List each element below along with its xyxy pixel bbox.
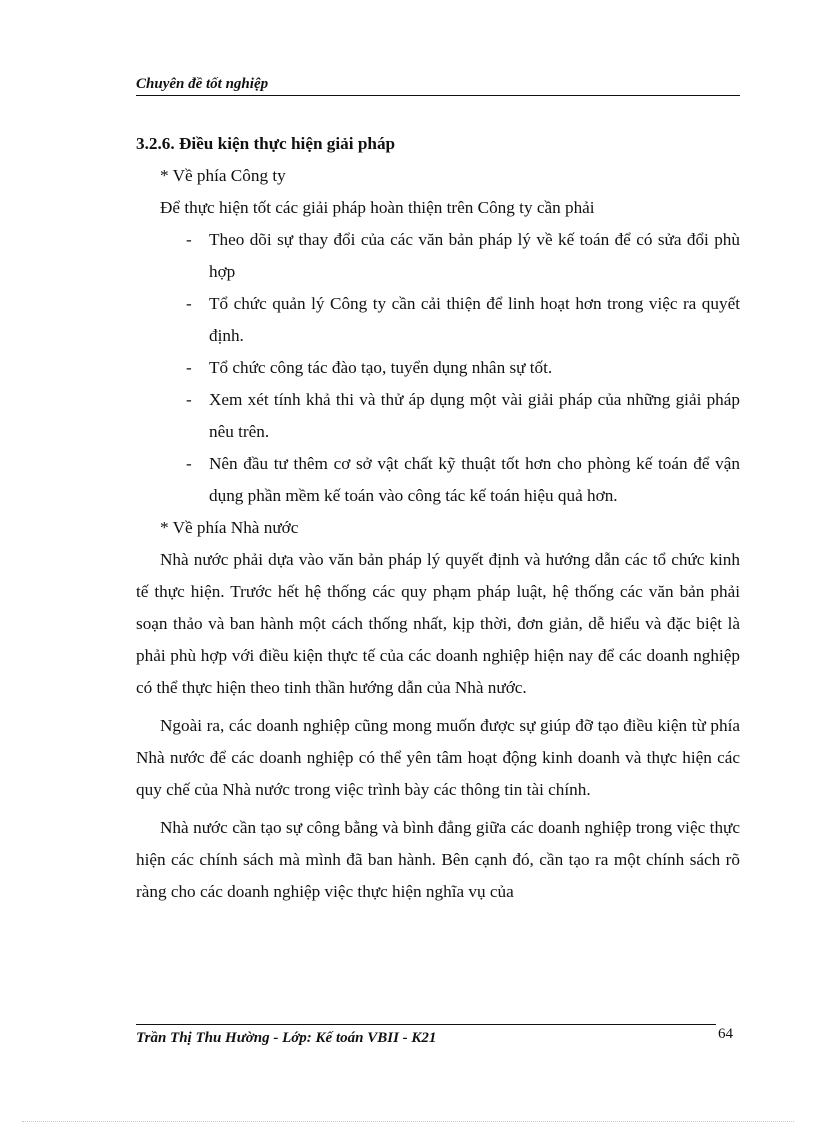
paragraph: Nhà nước phải dựa vào văn bản pháp lý quyết định và hướng dẫn các tổ chức kinh tế thực hiện. Trước hết hệ thống các quy phạm pháp luật, hệ thống các văn bản phải soạn thảo và ban hành một cách thống nhất, kịp thời, đơn giản, dễ hiểu và đặc biệt là phải phù hợp với điều kiện thực tế của các doanh nghiệp hiện nay để các doanh nghiệp có thể thực hiện theo tinh thần hướng dẫn của Nhà nước.	[136, 550, 740, 697]
page-content	[136, 128, 740, 908]
section-heading: 3.2.6. Điều kiện thực hiện giải pháp	[136, 134, 396, 153]
list-item	[186, 448, 740, 512]
footer-divider	[136, 1024, 716, 1025]
footer-author: Trần Thị Thu Hường - Lớp: Kế toán VBII - K21	[136, 1030, 437, 1046]
dash-bullet: -	[186, 454, 192, 473]
page-bottom-border	[22, 1121, 794, 1122]
header-divider	[136, 95, 740, 96]
page-number: 64	[718, 1026, 733, 1042]
dash-bullet: -	[186, 390, 192, 409]
list-item	[186, 288, 740, 352]
state-subheading: * Về phía Nhà nước	[160, 518, 299, 537]
dash-bullet: -	[186, 358, 192, 377]
dash-bullet: -	[186, 230, 192, 249]
dash-bullet: -	[186, 294, 192, 313]
paragraph: Nhà nước cần tạo sự công bằng và bình đẳng giữa các doanh nghiệp trong việc thực hiện các chính sách mà mình đã ban hành. Bên cạnh đó, cần tạo ra một chính sách rõ ràng cho các doanh nghiệp việc thực hiện nghĩa vụ của	[136, 818, 740, 901]
list-item	[186, 224, 740, 288]
company-conditions-list	[136, 224, 740, 512]
list-item	[186, 352, 740, 384]
company-intro: Để thực hiện tốt các giải pháp hoàn thiện trên Công ty cần phải	[160, 198, 595, 217]
paragraph: Ngoài ra, các doanh nghiệp cũng mong muốn được sự giúp đỡ tạo điều kiện từ phía Nhà nước để các doanh nghiệp có thể yên tâm hoạt động kinh doanh và thực hiện các quy chế của Nhà nước trong việc trình bày các thông tin tài chính.	[136, 716, 740, 799]
list-item-text: Tổ chức công tác đào tạo, tuyển dụng nhân sự tốt.	[209, 358, 553, 377]
page-header-title: Chuyên đề tốt nghiệp	[136, 76, 269, 92]
list-item	[186, 384, 740, 448]
company-subheading: * Về phía Công ty	[160, 166, 286, 185]
list-item-text: Xem xét tính khả thi và thử áp dụng một vài giải pháp của những giải pháp nêu trên.	[209, 390, 740, 441]
list-item-text: Tổ chức quản lý Công ty cần cải thiện để linh hoạt hơn trong việc ra quyết định.	[209, 294, 740, 345]
list-item-text: Nên đầu tư thêm cơ sở vật chất kỹ thuật tốt hơn cho phòng kế toán để vận dụng phần mềm kế toán vào công tác kế toán hiệu quả hơn.	[209, 454, 740, 505]
list-item-text: Theo dõi sự thay đổi của các văn bản pháp lý về kế toán để có sửa đổi phù hợp	[209, 230, 740, 281]
